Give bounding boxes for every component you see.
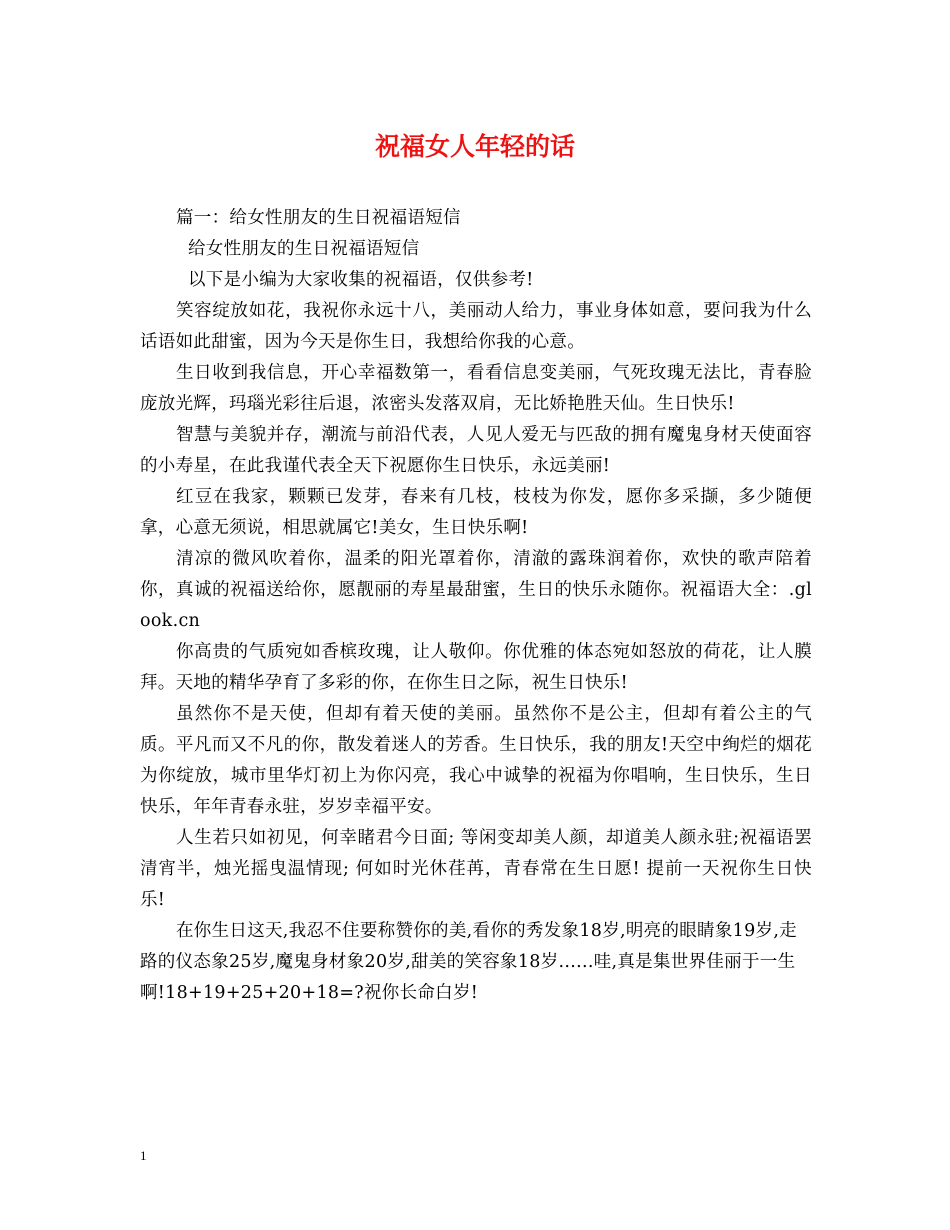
paragraph: 笑容绽放如花，我祝你永远十八，美丽动人给力，事业身体如意，要问我为什么话语如此甜蜜，因为今天是你生日，我想给你我的心意。 xyxy=(140,301,812,352)
document-body xyxy=(140,203,812,1009)
page-number: 1 xyxy=(140,1148,147,1163)
paragraph: 生日收到我信息，开心幸福数第一，看看信息变美丽，气死玫瑰无法比，青春脸庞放光辉，玛瑙光彩往后退，浓密头发落双肩，无比娇艳胜天仙。生日快乐! xyxy=(140,363,812,414)
paragraph: 人生若只如初见，何幸睹君今日面; 等闲变却美人颜，却道美人颜永驻;祝福语罢清宵半，烛光摇曳温情现; 何如时光休荏苒，青春常在生日愿! 提前一天祝你生日快乐! xyxy=(140,828,812,910)
section-heading: 篇一：给女性朋友的生日祝福语短信 xyxy=(176,208,461,228)
paragraph: 智慧与美貌并存，潮流与前沿代表，人见人爱无与匹敌的拥有魔鬼身材天使面容的小寿星，在此我谨代表全天下祝愿你生日快乐，永远美丽! xyxy=(140,425,812,476)
document-title: 祝福女人年轻的话 xyxy=(374,132,575,161)
subheading: 给女性朋友的生日祝福语短信 xyxy=(188,239,420,259)
paragraph: 你高贵的气质宛如香槟玫瑰，让人敬仰。你优雅的体态宛如怒放的荷花，让人膜拜。天地的精华孕育了多彩的你，在你生日之际，祝生日快乐! xyxy=(140,642,812,693)
paragraph: 在你生日这天,我忍不住要称赞你的美,看你的秀发象18岁,明亮的眼睛象19岁,走路的仪态象25岁,魔鬼身材象20岁,甜美的笑容象18岁......哇,真是集世界佳丽于一生啊!18+19+25+20+18=?祝你长命白岁! xyxy=(140,921,797,1003)
paragraph: 清凉的微风吹着你，温柔的阳光罩着你，清澈的露珠润着你，欢快的歌声陪着你，真诚的祝福送给你，愿靓丽的寿星最甜蜜，生日的快乐永随你。祝福语大全：.glook.cn xyxy=(140,549,812,631)
intro-paragraph: 以下是小编为大家收集的祝福语，仅供参考! xyxy=(188,270,534,290)
paragraph: 红豆在我家，颗颗已发芽，春来有几枝，枝枝为你发，愿你多采撷，多少随便拿，心意无须说，相思就属它!美女，生日快乐啊! xyxy=(140,487,812,538)
paragraph: 虽然你不是天使，但却有着天使的美丽。虽然你不是公主，但却有着公主的气质。平凡而又不凡的你，散发着迷人的芳香。生日快乐，我的朋友!天空中绚烂的烟花为你绽放，城市里华灯初上为你闪亮，我心中诚挚的祝福为你唱响，生日快乐，生日快乐，年年青春永驻，岁岁幸福平安。 xyxy=(140,704,812,817)
